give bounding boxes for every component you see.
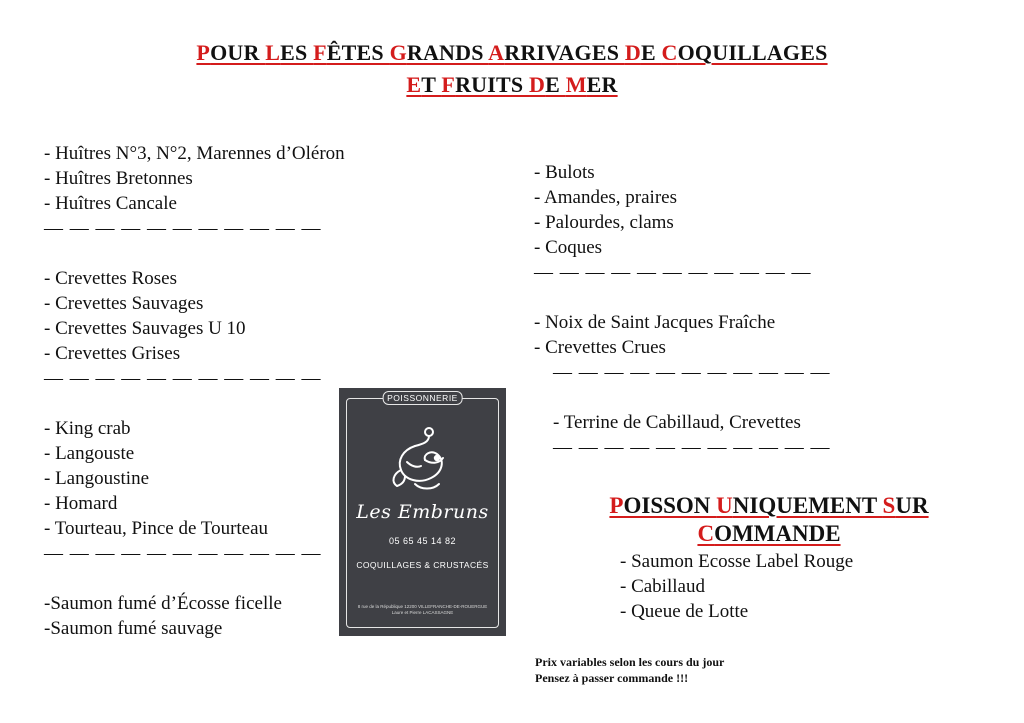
list-item: - Crevettes Roses: [44, 268, 177, 289]
separator: — — — — — — — — — — —: [44, 543, 322, 564]
title-initial: P: [196, 40, 211, 65]
title-initial: M: [565, 72, 587, 97]
list-item: - Huîtres Cancale: [44, 193, 177, 214]
poisson-heading-word-rest: UR: [895, 493, 929, 518]
shrimp-group: [44, 266, 345, 366]
oysters-group: [44, 141, 345, 216]
logo-brand-name: Les Embruns: [356, 501, 489, 523]
poisson-heading-initial: C: [697, 521, 715, 546]
terrine-group: [534, 410, 831, 435]
list-item: - Bulots: [534, 162, 595, 183]
title-word-rest: ES: [280, 40, 314, 65]
separator: — — — — — — — — — — —: [44, 368, 322, 389]
title-initial: F: [441, 72, 456, 97]
list-item: - Langouste: [44, 443, 135, 464]
left-product-list: [44, 141, 345, 641]
title-initial: L: [265, 40, 281, 65]
title-initial: D: [529, 72, 546, 97]
list-item: - Crevettes Grises: [44, 343, 181, 364]
logo-address-line-2: Laure et Pierre LACASSAGNE: [391, 610, 454, 615]
title-word-rest: RUITS: [455, 72, 530, 97]
title-initial: A: [488, 40, 505, 65]
poisson-heading-line-2: [534, 520, 1004, 548]
list-item: - Crevettes Sauvages U 10: [44, 318, 246, 339]
list-item: - Amandes, praires: [534, 187, 677, 208]
list-item: - Cabillaud: [620, 576, 705, 597]
poisson-heading-word-rest: NIQUEMENT: [732, 493, 883, 518]
title-initial: F: [313, 40, 327, 65]
logo-tag: POISSONNERIE: [382, 391, 463, 405]
page-title-line-1: [0, 40, 1024, 66]
list-item: - Huîtres N°3, N°2, Marennes d’Oléron: [44, 143, 345, 164]
list-item: - Homard: [44, 493, 118, 514]
scallops-group: [534, 310, 831, 360]
list-item: - Crevettes Sauvages: [44, 293, 204, 314]
shellfish-group: [534, 160, 831, 260]
title-initial: G: [389, 40, 407, 65]
fish-hook-icon: [385, 424, 461, 500]
separator: — — — — — — — — — — —: [44, 218, 322, 239]
separator: — — — — — — — — — — —: [553, 437, 831, 458]
poisson-heading-initial: U: [716, 493, 733, 518]
logo-phone: 05 65 45 14 82: [388, 536, 457, 546]
list-item: -Saumon fumé sauvage: [44, 618, 223, 639]
separator: — — — — — — — — — — —: [553, 362, 831, 383]
logo-subtitle: COQUILLAGES & CRUSTACÉS: [356, 560, 489, 570]
logo-address: [339, 604, 506, 616]
poisson-heading: [534, 492, 1004, 548]
title-initial: E: [406, 72, 422, 97]
title-word-rest: T: [421, 72, 442, 97]
footer-price-note: Prix variables selon les cours du jour: [535, 655, 725, 669]
list-item: - Terrine de Cabillaud, Crevettes: [553, 412, 801, 433]
right-product-list: [534, 160, 831, 460]
title-word-rest: ÊTES: [326, 40, 390, 65]
list-item: - Queue de Lotte: [620, 601, 749, 622]
page-title-line-2: [0, 72, 1024, 98]
list-item: - Noix de Saint Jacques Fraîche: [534, 312, 776, 333]
list-item: -Saumon fumé d’Écosse ficelle: [44, 593, 282, 614]
list-item: - Palourdes, clams: [534, 212, 674, 233]
smoked-salmon-group: [44, 591, 345, 641]
title-word-rest: E: [640, 40, 662, 65]
list-item: - Crevettes Crues: [534, 337, 666, 358]
title-word-rest: RRIVAGES: [504, 40, 625, 65]
title-word-rest: RANDS: [406, 40, 489, 65]
list-item: - Huîtres Bretonnes: [44, 168, 193, 189]
poisson-heading-word-rest: OMMANDE: [714, 521, 841, 546]
title-word-rest: OQUILLAGES: [677, 40, 828, 65]
poisson-heading-line-1: [534, 492, 1004, 520]
list-item: - Langoustine: [44, 468, 150, 489]
separator: — — — — — — — — — — —: [534, 262, 812, 283]
list-item: - Tourteau, Pince de Tourteau: [44, 518, 269, 539]
footer-order-note: Pensez à passer commande !!!: [535, 671, 689, 685]
footer-note: [535, 654, 724, 686]
poisson-heading-word-rest: OISSON: [623, 493, 717, 518]
list-item: - King crab: [44, 418, 131, 439]
title-word-rest: E: [545, 72, 566, 97]
title-initial: D: [624, 40, 641, 65]
list-item: - Coques: [534, 237, 603, 258]
shop-logo: [339, 388, 506, 636]
title-word-rest: ER: [586, 72, 618, 97]
poisson-heading-initial: S: [882, 493, 896, 518]
title-word-rest: OUR: [210, 40, 266, 65]
poisson-list: [620, 549, 853, 624]
logo-address-line-1: 8 rue de la République 12200 VILLEFRANCHE-DE-ROUERGUE: [357, 604, 488, 609]
poisson-heading-initial: P: [609, 493, 624, 518]
list-item: - Saumon Ecosse Label Rouge: [620, 551, 854, 572]
title-initial: C: [661, 40, 678, 65]
crustaceans-group: [44, 416, 345, 541]
